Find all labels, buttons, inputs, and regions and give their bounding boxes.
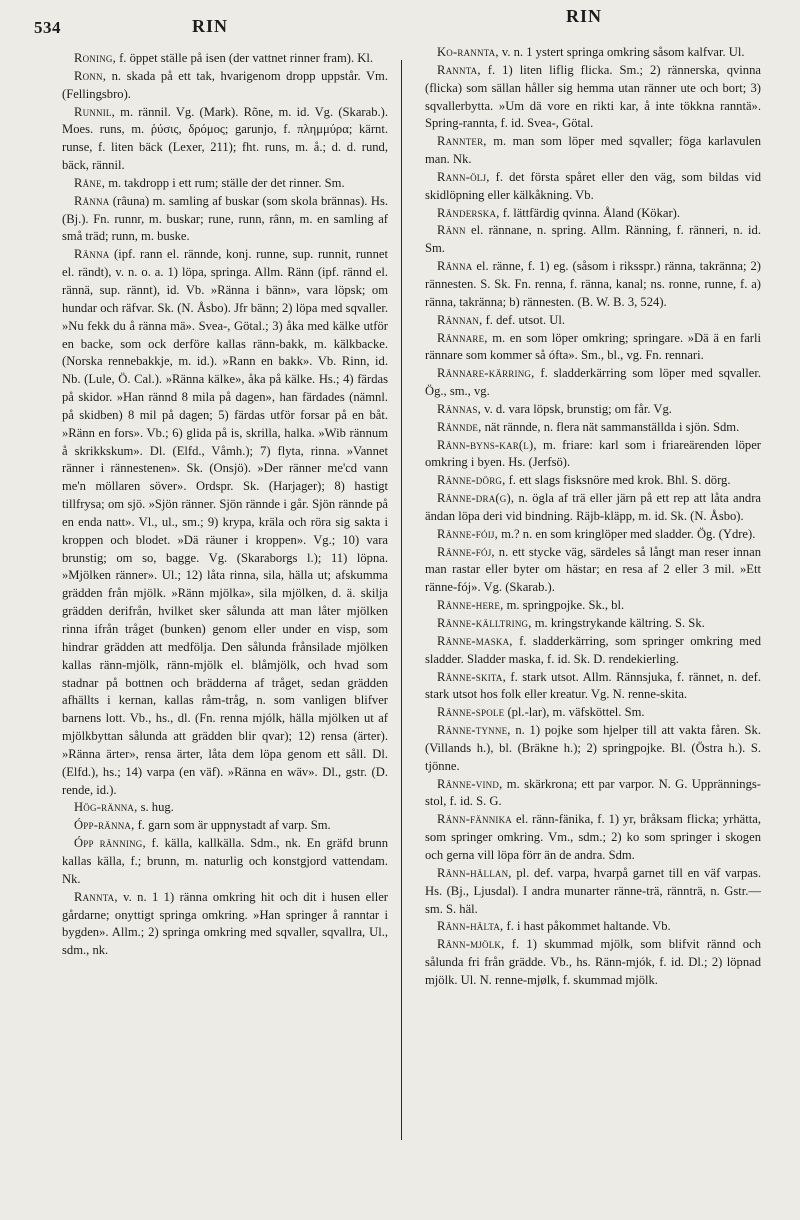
- entry-headword: Ópp ränning,: [74, 836, 146, 851]
- dictionary-entry: [62, 50, 388, 68]
- dictionary-entry: [62, 817, 388, 835]
- dictionary-entry: [62, 799, 388, 817]
- entry-definition: m. en som löper omkring; springare. »Dä ä en farli rännare som kommer så ófta». Sm., bl., vg. Fn. rennari.: [425, 330, 761, 363]
- entry-headword: Rann-ölj,: [437, 169, 490, 184]
- entry-headword: Ränn-fännika: [437, 812, 512, 827]
- entry-headword: Rännare-kärring,: [437, 366, 535, 381]
- entry-headword: Ränne-fój,: [437, 544, 495, 559]
- dictionary-entry: [425, 169, 761, 205]
- entry-definition: v. d. vara löpsk, brunstig; om får. Vg.: [480, 401, 672, 416]
- dictionary-entry: [425, 401, 761, 419]
- dictionary-entry: [425, 222, 761, 258]
- entry-definition: f. öppet ställe på isen (der vattnet rinner fram). Kl.: [115, 51, 373, 65]
- entry-definition: v. n. 1 ystert springa omkring såsom kalfvar. Ul.: [498, 45, 745, 59]
- entry-definition: m. kringstrykande kältring. S. Sk.: [531, 616, 705, 630]
- dictionary-entry: [425, 865, 761, 919]
- entry-headword: Ränn-hälta,: [437, 919, 504, 934]
- dictionary-entry: [425, 722, 761, 776]
- page-number: 534: [34, 18, 61, 37]
- entry-definition: (râuna) m. samling af buskar (som skola brännas). Hs. (Bj.). Fn. runnr, m. buskar; rune, runn, rânn, m. en samling af små träd; runn, m. buske.: [62, 193, 388, 244]
- left-column: [62, 50, 388, 960]
- entry-definition: n. ögla af trä eller järn på ett rep att låta andra ändan löpa deri vid bindning. Räjb-kläpp, m. id. Sk. (N. Åsbo).: [425, 491, 761, 523]
- dictionary-entry: [425, 419, 761, 437]
- dictionary-entry: [425, 205, 761, 223]
- entry-headword: Ränna: [74, 247, 110, 262]
- entry-definition: m. friare: karl som i friareärenden löper omkring i byen. Hs. (Jerfsö).: [425, 437, 761, 470]
- dictionary-entry: [425, 44, 761, 62]
- dictionary-entry: [425, 936, 761, 990]
- entry-definition: n. skada på ett tak, hvarigenom dropp uppstår. Vm. (Fellingsbro).: [62, 68, 388, 101]
- dictionary-entry: [425, 669, 761, 705]
- entry-headword: Ränne-fóij,: [437, 526, 498, 541]
- entry-headword: Ópp-ränna,: [74, 818, 135, 833]
- entry-headword: Rännde,: [437, 419, 482, 434]
- entry-headword: Ränn: [437, 223, 466, 238]
- entry-definition: n. 1) pojke som hjelper till att vakta fåren. Sk. (Villands h.), bl. (Bräkne h.); 2) springpojke. Bl. (Östra h.). S. tjönne.: [425, 723, 761, 773]
- dictionary-entry: [62, 68, 388, 104]
- entry-definition: (pl.-lar), m. väfsköttel. Sm.: [504, 705, 645, 720]
- entry-headword: Runnil,: [74, 104, 115, 119]
- column-divider: [401, 60, 402, 1140]
- entry-headword: Roning,: [74, 51, 116, 65]
- entry-headword: Rännare,: [437, 330, 488, 345]
- entry-headword: Ränne-dra(g),: [437, 491, 515, 506]
- entry-definition: f. 1) skummad mjölk, som blifvit rännd och sålunda fri från grädde. Vb., hs. Ränn-mjók, f. id. Dl.; 2) löpnad mjölk. Ul. N. renne-mjølk, f. skummad mjölk.: [425, 937, 761, 987]
- entry-definition: f. källa, kallkälla. Sdm., nk. En gräfd brunn kallas källa, f.; brunn, m. naturlig och konstgjord vattendam. Nk.: [62, 836, 388, 886]
- entry-definition: f. sladderkärring, som springer omkring med sladder. Sladder maska, f. id. Sk. D. rendekierling.: [425, 633, 761, 666]
- entry-definition: m. takdropp i ett rum; ställe der det rinner. Sm.: [105, 175, 345, 190]
- entry-definition: pl. def. varpa, hvarpå garnet till en väf varpas. Hs. (Bj., Ljusdal). I andra munarter ränne-trä, rännträ, n. Gstr.—sm. S. häl.: [425, 865, 761, 916]
- entry-definition: f. stark utsot. Allm. Rännsjuka, f. rännet, n. def. stark utsot hos folk eller kreatur. Vg. N. renne-skita.: [425, 669, 761, 702]
- entry-definition: m. man som löper med sqvaller; föga karlavulen man. Nk.: [425, 134, 761, 167]
- entry-headword: Rännan,: [437, 312, 483, 327]
- entry-headword: Ränn-mjölk,: [437, 937, 505, 952]
- entry-definition: (ipf. rann el. rännde, konj. runne, sup. runnit, runnet el. rändt), v. n. o. a. 1) löpa, springa. Allm. Ränn (ipf. rännd el. rännä, sup. rännt), id. Vb. »Ränna i bänn», vara löpsk; om hundar och räfvar. Sk. (N. Åsbo). Jfr bänn; 2) löpa med sqvaller. »Nu fekk du å ränna mä». Svea-, Götal.; 3) åka med kälke utför en backe, som ock derföre kallas ränn-bakk, m. kälkbacke. (Norska rennebakkje, m. id.). »Rann en bakk». Vb. Rinn, id. Nb. (Lule, Ö. Cal.). »Ränna kälke», åka på kälke. Hs.; 4) färdas på skidor. »Han rännd 8 mila på dagen», han färdades (nämnl. på skidben) 8 mil på dagen; 5) färdas utför forsar på en båt. »Ränn en fors». Vb.; 6) glida på is, skrilla, halka. »Wib rännum å skrikkskum». Dl. (Elfd., Våmh.); 7) flyta, rinna. »Vannet ränner i rännestenen». Sk. (Onsjö). »Der ränner me'cd vann me'n möllaren söver». Ordspr. Sk. (Harjager); 8) hastigt tillfrysa; om sjö. »Sjön ränner. Sjön rännde i går. Sjön rännde på en enda natt». Vl., ul., sm.; 9) krypa, kräla och röra sig sakta i kroppen och blodet. »Dä räuner i kroppen». Vg.; 10) vara brunstig; om so, bagge. Vg. (Skaraborgs l.); 11) löpna. »Mjölken ränner». Ul.; 12) låta rinna, sila, hälla ut; afskumma grädden från mjölk. »Ränn mjölka», sila mjölken, d. ä. skilja grädden derifrån, hvilket sker sålunda att man låter mjölken rinna ifrån tråget (bunken) genom eller under en visp, som hindrar grädden att medfölja. Den sålunda frånsilade mjölken kallas ränn-mjölk, ränn-mjölk el. blåmjölk, och hvad som stadnar på bottnen och brädderna af tråget, sedan grädden afhällts i kernan, kallas råm-tråg, n. som vanligen blifver barnens lott. Vb., hs., dl. (Fn. renna mjólk, hälla mjölken ut af mjölkbyttan sålunda att grädden blir qvar); 12) rensa (ärter). »Ränna ärter», rensa ärter, låta dem löpa genom ett såll. Dl. (Elfd.), hs.; 14) varpa (en väf). »Ränna en wäv». Dl., gstr. (D. rende, id.).: [62, 247, 388, 797]
- dictionary-entry: [425, 312, 761, 330]
- entry-definition: f. sladderkärring som löper med sqvaller. Ög., sm., vg.: [425, 366, 761, 399]
- dictionary-entry: [62, 889, 388, 960]
- entry-headword: Ränna: [437, 259, 473, 274]
- dictionary-entry: [425, 544, 761, 598]
- dictionary-entry: [425, 704, 761, 722]
- entry-headword: Ränderska,: [437, 205, 500, 220]
- dictionary-entry: [425, 133, 761, 169]
- entry-definition: nät rännde, n. flera nät sammanställda i sjön. Sdm.: [481, 419, 740, 434]
- dictionary-entry: [425, 472, 761, 490]
- entry-headword: Ränn-byns-kar(l),: [437, 437, 537, 452]
- entry-headword: Ronn,: [74, 68, 107, 83]
- entry-headword: Ränne-maska,: [437, 633, 513, 648]
- entry-definition: f. def. utsot. Ul.: [482, 312, 566, 327]
- entry-definition: f. det första spåret eller den väg, som bildas vid skidlöpning eller kälkåkning. Vb.: [425, 169, 761, 202]
- dictionary-entry: [62, 193, 388, 247]
- dictionary-entry: [425, 62, 761, 133]
- dictionary-entry: [425, 615, 761, 633]
- dictionary-entry: [425, 633, 761, 669]
- entry-definition: el. ränne, f. 1) eg. (såsom i riksspr.) ränna, takränna; 2) rännesten. S. Sk. Fn. renna, f. ränna, kanal; ns. ronne, runne, f. a) ränna, takränna; b) rännesten. (B. W. B. 3, 524).: [425, 259, 761, 309]
- entry-definition: f. lättfärdig qvinna. Åland (Kökar).: [499, 205, 681, 220]
- entry-definition: f. i hast påkommet haltande. Vb.: [503, 919, 671, 934]
- entry-headword: Ränne-dörg,: [437, 473, 506, 488]
- dictionary-entry: [62, 175, 388, 193]
- entry-headword: Ränne-tynne,: [437, 723, 511, 738]
- dictionary-entry: [425, 597, 761, 615]
- entry-headword: Ko-rannta,: [437, 45, 499, 59]
- entry-definition: m. springpojke. Sk., bl.: [503, 598, 625, 613]
- entry-headword: Ränne-källtring,: [437, 616, 532, 630]
- dictionary-entry: [425, 258, 761, 312]
- entry-definition: el. ränn-fänika, f. 1) yr, bråksam flicka; yrhätta, som springer omkring. Vm., sdm.; 2) ko som springer i skogen och gerna vill löpa förr än de andra. Sdm.: [425, 812, 761, 862]
- entry-definition: f. ett slags fisksnöre med krok. Bhl. S. dörg.: [505, 473, 731, 488]
- dictionary-entry: [425, 490, 761, 526]
- entry-headword: Råne,: [74, 175, 106, 190]
- dictionary-entry: [425, 918, 761, 936]
- dictionary-entry: [425, 365, 761, 401]
- entry-headword: Hög-ränna,: [74, 800, 138, 815]
- entry-headword: Rannta,: [437, 62, 481, 77]
- right-column: [425, 44, 761, 990]
- entry-definition: f. garn som är uppnystadt af varp. Sm.: [134, 818, 331, 833]
- entry-definition: m.? n. en som kringlöper med sladder. Ög. (Ydre).: [497, 526, 756, 541]
- entry-definition: f. 1) liten liflig flicka. Sm.; 2) rännerska, qvinna (flicka) som sällan håller sig hemma utan ränner ute och bort; 3) sqvallerbytta. »Um dä vore en rikti kar, å inte tökkna ranntä». Spring-rannta, f. id. Svea-, Götal.: [425, 62, 761, 131]
- dictionary-entry: [425, 437, 761, 473]
- entry-definition: v. n. 1 1) ränna omkring hit och dit i husen eller gårdarne; onyttigt springa omkring. »Han springer å ranntar i bygden». Allm.; 2) springa omkring med sqvaller, sqvallra, Ul., sdm., nk.: [62, 889, 388, 958]
- running-head-left: RIN: [192, 16, 229, 36]
- entry-definition: m. skärkrona; ett par varpor. N. G. Upprännings-stol, f. id. S. G.: [425, 776, 761, 809]
- entry-definition: m. rännil. Vg. (Mark). Rõne, m. id. Vg. (Skarab.). Moes. runs, m. ῥύσις, δρόμος; garunjo, f. πλημμύρα; kärnt. runse, f. liten bäck (Lexer, 211); fht. runs, m. å.; d. d. rund, bäck, rännil.: [62, 104, 388, 173]
- dictionary-entry: [62, 835, 388, 889]
- dictionary-entry: [62, 246, 388, 799]
- entry-headword: Rannter,: [437, 134, 487, 149]
- entry-headword: Ränne-spole: [437, 705, 505, 720]
- dictionary-entry: [62, 104, 388, 175]
- entry-headword: Ränne-skita,: [437, 669, 506, 684]
- entry-headword: Rännas,: [437, 401, 481, 416]
- entry-definition: n. ett stycke väg, särdeles så långt man reser innan man rastar eller byter om hästar; en resa af 2 eller 3 mil. »Ett ränne-fój». Vg. (Skarab.).: [425, 544, 761, 595]
- running-head-right: RIN: [566, 6, 603, 26]
- dictionary-entry: [425, 526, 761, 544]
- entry-headword: Ränn-hällan,: [437, 865, 512, 880]
- dictionary-entry: [425, 330, 761, 366]
- dictionary-entry: [425, 811, 761, 865]
- entry-definition: el. rännane, n. spring. Allm. Ränning, f. ränneri, n. id. Sm.: [425, 223, 761, 256]
- dictionary-entry: [425, 776, 761, 812]
- entry-headword: Ränne-here,: [437, 598, 504, 613]
- entry-headword: Ränne-vind,: [437, 776, 503, 791]
- entry-headword: Rånna: [74, 193, 110, 208]
- entry-headword: Rannta,: [74, 889, 118, 904]
- entry-definition: s. hug.: [137, 800, 174, 815]
